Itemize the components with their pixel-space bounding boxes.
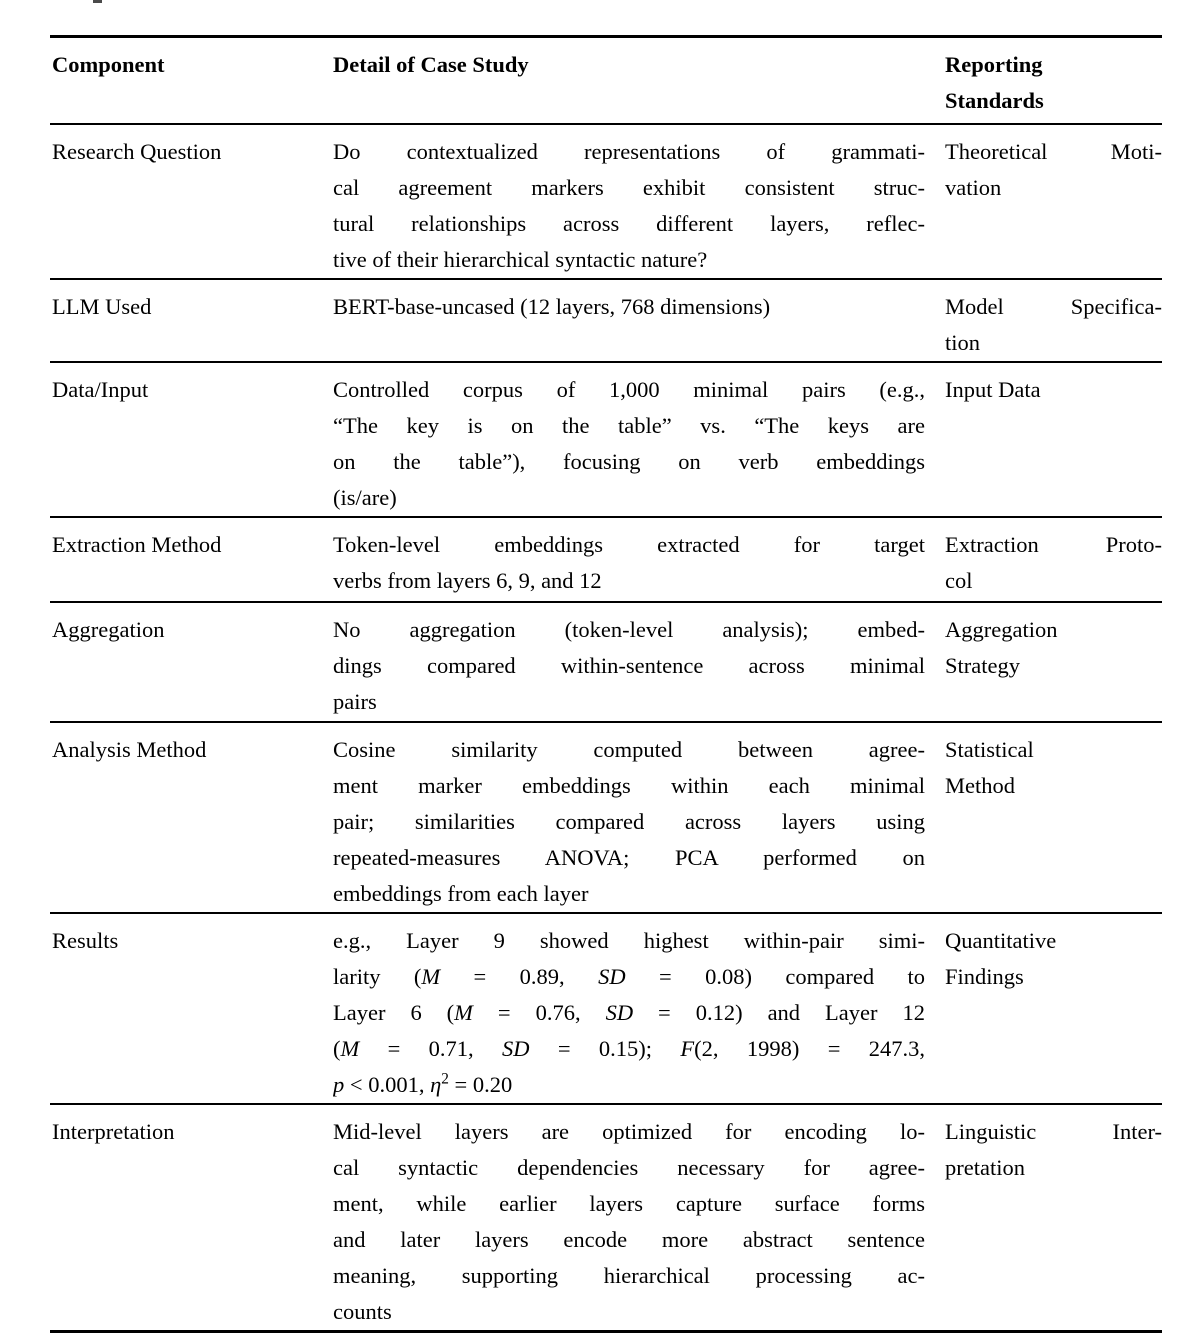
text-line: Method (945, 773, 1015, 798)
cropped-line-fragment (93, 0, 102, 3)
table-body (50, 125, 1162, 1330)
cell-reporting-standard (945, 280, 1162, 363)
cell-component (50, 723, 333, 914)
text-line: Linguistic Inter- (945, 1119, 1162, 1144)
text-line: Theoretical Moti- (945, 139, 1162, 164)
case-study-table (50, 35, 1162, 1333)
text-line: repeated-measures ANOVA; PCA performed on (333, 845, 925, 870)
text-line: Mid-level layers are optimized for encoding lo- (333, 1119, 925, 1144)
cell-reporting-standard (945, 723, 1162, 914)
text-line: larity (M = 0.89, SD = 0.08) compared to (333, 964, 925, 989)
cell-component (50, 280, 333, 363)
cell-detail (333, 280, 945, 363)
cell-detail (333, 603, 945, 723)
cell-detail (333, 1105, 945, 1330)
text-line: tural relationships across different layers, reflec- (333, 211, 925, 236)
table-row (50, 914, 1162, 1105)
text-line: (is/are) (333, 485, 397, 510)
table-row (50, 518, 1162, 603)
text-line: on the table”), focusing on verb embeddings (333, 449, 925, 474)
cell-detail (333, 518, 945, 603)
cell-reporting-standard (945, 914, 1162, 1105)
cell-component (50, 125, 333, 280)
text-line: Strategy (945, 653, 1020, 678)
table-row (50, 363, 1162, 518)
text-line: tive of their hierarchical syntactic nature? (333, 247, 708, 272)
text-line: embeddings from each layer (333, 881, 589, 906)
text-line: ment, while earlier layers capture surface forms (333, 1191, 925, 1216)
text-line: (M = 0.71, SD = 0.15); F(2, 1998) = 247.3, (333, 1036, 925, 1061)
cell-component (50, 914, 333, 1105)
text-line: Statistical (945, 737, 1034, 762)
text-line: Analysis Method (52, 737, 207, 762)
text-line: cal syntactic dependencies necessary for agree- (333, 1155, 925, 1180)
text-line: BERT-base-uncased (12 layers, 768 dimensions) (333, 294, 771, 319)
table-row (50, 603, 1162, 723)
text-line: Token-level embeddings extracted for target (333, 532, 925, 557)
header-cell-detail (333, 38, 945, 125)
text-line: Model Specifica- (945, 294, 1162, 319)
text-line: Findings (945, 964, 1024, 989)
text-line: dings compared within-sentence across minimal (333, 653, 925, 678)
text-line: “The key is on the table” vs. “The keys are (333, 413, 925, 438)
cell-component (50, 1105, 333, 1330)
cell-reporting-standard (945, 125, 1162, 280)
text-line: e.g., Layer 9 showed highest within-pair simi- (333, 928, 925, 953)
cell-reporting-standard (945, 518, 1162, 603)
header-row (50, 38, 1162, 125)
text-line: Extraction Method (52, 532, 222, 557)
cell-detail (333, 125, 945, 280)
text-line: Aggregation (52, 617, 165, 642)
text-line: Quantitative (945, 928, 1057, 953)
text-line: Detail of Case Study (333, 52, 529, 77)
text-line: pair; similarities compared across layers using (333, 809, 925, 834)
text-line: p < 0.001, $\eta^2 = 0.20$ (333, 1070, 513, 1097)
text-line: col (945, 568, 973, 593)
text-line: Layer 6 (M = 0.76, SD = 0.12) and Layer 12 (333, 1000, 925, 1025)
text-line: Cosine similarity computed between agree- (333, 737, 925, 762)
cell-reporting-standard (945, 603, 1162, 723)
text-line: pairs (333, 689, 377, 714)
text-line: counts (333, 1299, 392, 1324)
cell-detail (333, 914, 945, 1105)
table-row (50, 723, 1162, 914)
text-line: cal agreement markers exhibit consistent struc- (333, 175, 925, 200)
table-header (50, 38, 1162, 125)
text-line: No aggregation (token-level analysis); embed- (333, 617, 925, 642)
text-line: Results (52, 928, 119, 953)
text-line: Extraction Proto- (945, 532, 1162, 557)
cell-reporting-standard (945, 363, 1162, 518)
text-line: Reporting (945, 52, 1043, 77)
cell-detail (333, 723, 945, 914)
header-cell-component (50, 38, 333, 125)
table-row (50, 280, 1162, 363)
table-row (50, 1105, 1162, 1330)
text-line: Component (52, 52, 165, 77)
text-line: Standards (945, 88, 1044, 113)
header-cell-reporting-standard (945, 38, 1162, 125)
text-line: Research Question (52, 139, 222, 164)
text-line: Aggregation (945, 617, 1058, 642)
text-line: LLM Used (52, 294, 152, 319)
cell-reporting-standard (945, 1105, 1162, 1330)
text-line: pretation (945, 1155, 1025, 1180)
text-line: Interpretation (52, 1119, 175, 1144)
text-line: Do contextualized representations of grammati- (333, 139, 925, 164)
text-line: Controlled corpus of 1,000 minimal pairs (e.g., (333, 377, 925, 402)
text-line: verbs from layers 6, 9, and 12 (333, 568, 602, 593)
text-line: tion (945, 330, 981, 355)
text-line: and later layers encode more abstract sentence (333, 1227, 925, 1252)
text-line: meaning, supporting hierarchical processing ac- (333, 1263, 925, 1288)
text-line: Data/Input (52, 377, 149, 402)
cell-component (50, 363, 333, 518)
cell-component (50, 603, 333, 723)
cell-detail (333, 363, 945, 518)
text-line: vation (945, 175, 1002, 200)
text-line: Input Data (945, 377, 1041, 402)
cell-component (50, 518, 333, 603)
table-row (50, 125, 1162, 280)
text-line: ment marker embeddings within each minimal (333, 773, 925, 798)
